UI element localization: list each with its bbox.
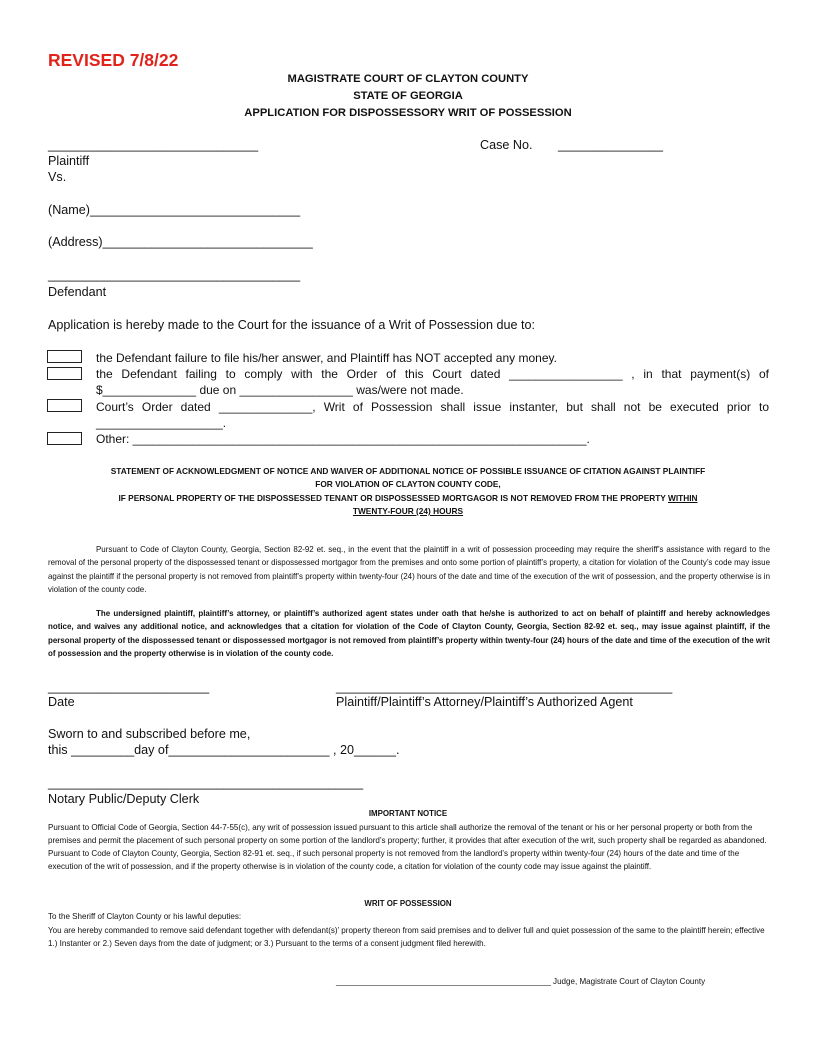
statement-heading: STATEMENT OF ACKNOWLEDGMENT OF NOTICE AND WAIVER OF ADDITIONAL NOTICE OF POSSIBLE ISSUANCE OF CITATION AGAINST PLAINTIFF FOR VIOLATION OF CLAYTON COUNTY CODE, IF PERSONAL PROPERTY OF THE DISPOSSESSED TENANT OR DISPOSSESSED MORTGAGOR IS NOT REMOVED FROM THE PROPERTY WITHIN TWENTY-FOUR (24) HOURS <box>110 466 706 517</box>
agent-label: Plaintiff/Plaintiff’s Attorney/Plaintiff’s Authorized Agent <box>336 695 633 709</box>
defendant-blank[interactable]: ____________________________________ <box>48 268 301 282</box>
checkbox-court-order[interactable] <box>47 399 82 412</box>
judge-signature-line[interactable]: ________________________________________________ Judge, Magistrate Court of Clayton County <box>336 977 706 986</box>
option-court-order-cont: ___________________. <box>96 416 227 430</box>
checkbox-other[interactable] <box>47 432 82 445</box>
checkbox-no-answer[interactable] <box>47 350 82 363</box>
option-failed-payment: the Defendant failing to comply with the Order of this Court dated _________________ , in that payment(s) of <box>96 367 769 381</box>
option-failed-payment-cont: $______________ due on _________________ was/were not made. <box>96 383 464 397</box>
date-blank[interactable]: _______________________ <box>48 680 210 694</box>
case-no-label: Case No. <box>480 138 533 152</box>
option-no-answer: the Defendant failure to file his/her answer, and Plaintiff has NOT accepted any money. <box>96 351 557 365</box>
oath-paragraph: The undersigned plaintiff, plaintiff’s attorney, or plaintiff’s authorized agent states under oath that he/she is authorized to act on behalf of plaintiff and hereby acknowledges notice, and waives any additional notice, and acknowledges that a citation for violation of the Code of Clayton County, Georgia, Section 82-92 et. seq., may issue against plaintiff, if the personal property of the dispossessed tenant or dispossessed mortgagor is not removed from plaintiff’s property within twenty-four (24) hours of the date and time of the execution of the writ of possession and the property otherwise is in violation of the county code. <box>48 609 770 658</box>
revised-stamp: REVISED 7/8/22 <box>48 50 179 70</box>
sworn-date-field[interactable]: this _________day of_______________________ , 20______. <box>48 743 400 757</box>
case-no-blank[interactable]: _______________ <box>558 138 664 152</box>
date-label: Date <box>48 695 75 709</box>
plaintiff-blank[interactable]: ______________________________ <box>48 138 259 152</box>
vs-label: Vs. <box>48 170 67 184</box>
notary-blank[interactable]: _____________________________________________ <box>48 776 364 790</box>
notice-title: IMPORTANT NOTICE <box>368 809 448 818</box>
form-title: APPLICATION FOR DISPOSSESSORY WRIT OF POSSESSION <box>244 107 572 119</box>
code-paragraph: Pursuant to Code of Clayton County, Georgia, Section 82-92 et. seq., in the event that the plaintiff in a writ of possession proceeding may require the sheriff’s assistance with regard to the removal of the personal property of the dispossessed tenant or dispossessed mortgagor from the premises and onto some portion of plaintiff’s property, a citation for violation of the County’s code may issue against the plaintiff if the personal property is not removed from plaintiff’s property within twenty-four (24) hours of the date and time of the execution of the writ of possession, and the property otherwise is in violation of the county code. <box>48 545 770 594</box>
writ-body: You are hereby commanded to remove said defendant together with defendant(s)’ property thereon from said premises and to deliver full and quiet possession of the same to the plaintiff herein; effective 1.) Instanter or 2.) Seven days from the date of judgment; or 3.) Pursuant to the terms of a consent judgment filed herewith. <box>48 926 765 948</box>
sworn-line: Sworn to and subscribed before me, <box>48 727 251 741</box>
writ-addressee: To the Sheriff of Clayton County or his lawful deputies: <box>48 912 242 921</box>
option-other: Other: ____________________________________________________________________. <box>96 432 590 446</box>
notice-body: Pursuant to Official Code of Georgia, Section 44-7-55(c), any writ of possession issued pursuant to this article shall authorize the removal of the tenant or his or her personal property or both from the premises and permit the placement of such personal property on some portion of the landlord’s property; further, it provides that after execution of the writ, such property shall be regarded as abandoned. Pursuant to Code of Clayton County, Georgia, Section 82-91 et. seq., if such personal property is not removed from the landlord’s property within twenty-four (24) hours of the date and time of the execution of the writ of possession, and if the property otherwise is in violation of the county code, a citation for violation of the county code may issue against the plaintiff. <box>48 823 767 871</box>
court-name: MAGISTRATE COURT OF CLAYTON COUNTY <box>287 73 529 85</box>
plaintiff-label: Plaintiff <box>48 154 90 168</box>
application-intro: Application is hereby made to the Court for the issuance of a Writ of Possession due to: <box>48 318 535 332</box>
defendant-name-field[interactable]: (Name)______________________________ <box>48 203 301 217</box>
defendant-address-field[interactable]: (Address)______________________________ <box>48 235 313 249</box>
defendant-label: Defendant <box>48 285 107 299</box>
agent-signature-blank[interactable]: ________________________________________________ <box>336 680 673 694</box>
checkbox-failed-payment[interactable] <box>47 367 82 380</box>
writ-title: WRIT OF POSSESSION <box>364 899 452 908</box>
notary-label: Notary Public/Deputy Clerk <box>48 792 200 806</box>
option-court-order: Court’s Order dated ______________, Writ of Possession shall issue instanter, but shall not be executed prior to <box>96 400 769 414</box>
state-name: STATE OF GEORGIA <box>353 90 463 102</box>
